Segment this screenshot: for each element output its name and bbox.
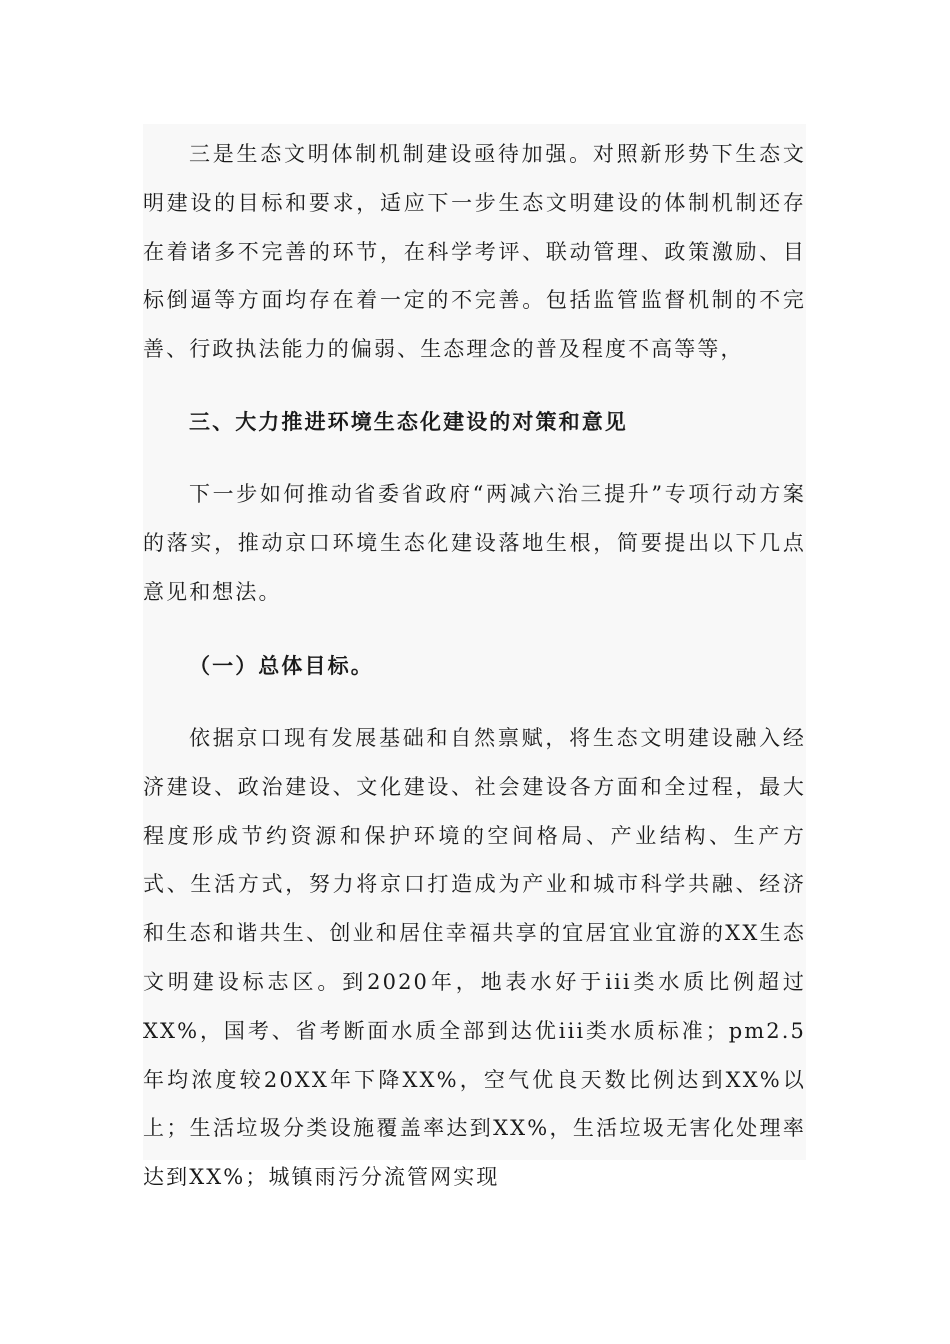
document-text-block bbox=[143, 124, 806, 1190]
body-paragraph: 依据京口现有发展基础和自然禀赋，将生态文明建设融入经济建设、政治建设、文化建设、社会建设各方面和全过程，最大程度形成节约资源和保护环境的空间格局、产业结构、生产方式、生活方式，努力将京口打造成为产业和城市科学共融、经济和生态和谐共生、创业和居住幸福共享的宜居宜业宜游的XX生态文明建设标志区。到2020年，地表水好于iii类水质比例超过XX%，国考、省考断面水质全部到达优iii类水质标准；pm2.5年均浓度较20XX年下降XX%，空气优良天数比例达到XX%以上；生活垃圾分类设施覆盖率达到XX%，生活垃圾无害化处理率达到XX%；城镇雨污分流管网实现 bbox=[143, 726, 806, 1190]
section-heading: 三、大力推进环境生态化建设的对策和意见 bbox=[189, 409, 628, 434]
body-paragraph: 三是生态文明体制机制建设亟待加强。对照新形势下生态文明建设的目标和要求，适应下一步生态文明建设的体制机制还存在着诸多不完善的环节，在科学考评、联动管理、政策激励、目标倒逼等方面均存在着一定的不完善。包括监管监督机制的不完善、行政执法能力的偏弱、生态理念的普及程度不高等等， bbox=[143, 142, 806, 362]
subsection-heading: （一）总体目标。 bbox=[189, 653, 374, 678]
body-paragraph: 下一步如何推动省委省政府“两减六治三提升”专项行动方案的落实，推动京口环境生态化建设落地生根，简要提出以下几点意见和想法。 bbox=[143, 482, 806, 604]
